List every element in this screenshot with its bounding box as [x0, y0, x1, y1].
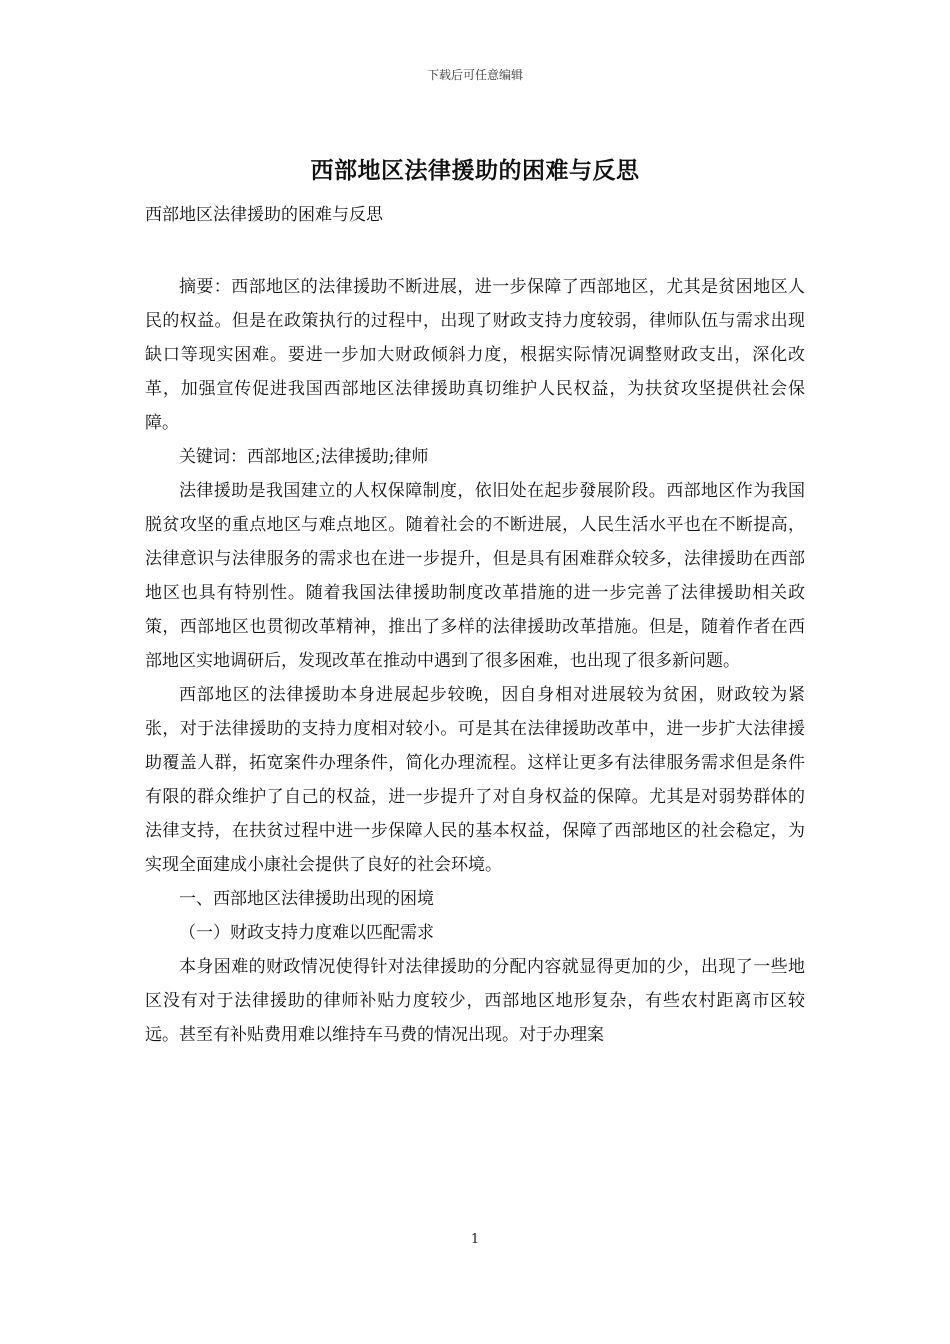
document-title: 西部地区法律援助的困难与反思 [310, 157, 640, 184]
body-paragraph: 法律援助是我国建立的人权保障制度，依旧处在起步發展阶段。西部地区作为我国脱贫攻坚的重点地区与难点地区。随着社会的不断进展，人民生活水平也在不断提高，法律意识与法律服务的需求也在进一步提升，但是具有困难群众较多，法律援助在西部地区也具有特别性。随着我国法律援助制度改革措施的进一步完善了法律援助相关政策，西部地区也贯彻改革精神，推出了多样的法律援助改革措施。但是，随着作者在西部地区实地调研后，发现改革在推动中遇到了很多困难，也出现了很多新问题。 [145, 481, 805, 671]
abstract-paragraph: 摘要：西部地区的法律援助不断进展，进一步保障了西部地区，尤其是贫困地区人民的权益。但是在政策执行的过程中，出现了财政支持力度较弱，律师队伍与需求出现缺口等现实困难。要进一步加大财政倾斜力度，根据实际情况调整财政支出，深化改革，加强宣传促进我国西部地区法律援助真切维护人民权益，为扶贫攻坚提供社会保障。 [145, 277, 805, 433]
document-body [145, 270, 805, 1052]
keywords-paragraph: 关键词：西部地区;法律援助;律师 [179, 447, 429, 467]
body-paragraph: 西部地区的法律援助本身进展起步较晚，因自身相对进展较为贫困，财政较为紧张，对于法律援助的支持力度相对较小。可是其在法律援助改革中，进一步扩大法律援助覆盖人群，拓宽案件办理条件，简化办理流程。这样让更多有法律服务需求但是条件有限的群众维护了自己的权益，进一步提升了对自身权益的保障。尤其是对弱势群体的法律支持，在扶贫过程中进一步保障人民的基本权益，保障了西部地区的社会稳定，为实现全面建成小康社会提供了良好的社会环境。 [145, 685, 805, 875]
subsection-heading: （一）财政支持力度难以匹配需求 [179, 923, 434, 943]
body-paragraph: 本身困难的财政情况使得针对法律援助的分配内容就显得更加的少，出现了一些地区没有对于法律援助的律师补贴力度较少，西部地区地形复杂，有些农村距离市区较远。甚至有补贴费用难以维持车马费的情况出现。对于办理案 [145, 957, 805, 1045]
section-heading: 一、西部地区法律援助出现的困境 [179, 889, 434, 909]
page-number: 1 [470, 1232, 480, 1247]
document-subtitle: 西部地区法律援助的困难与反思 [145, 205, 383, 225]
header-note: 下载后可任意编辑 [426, 68, 523, 82]
